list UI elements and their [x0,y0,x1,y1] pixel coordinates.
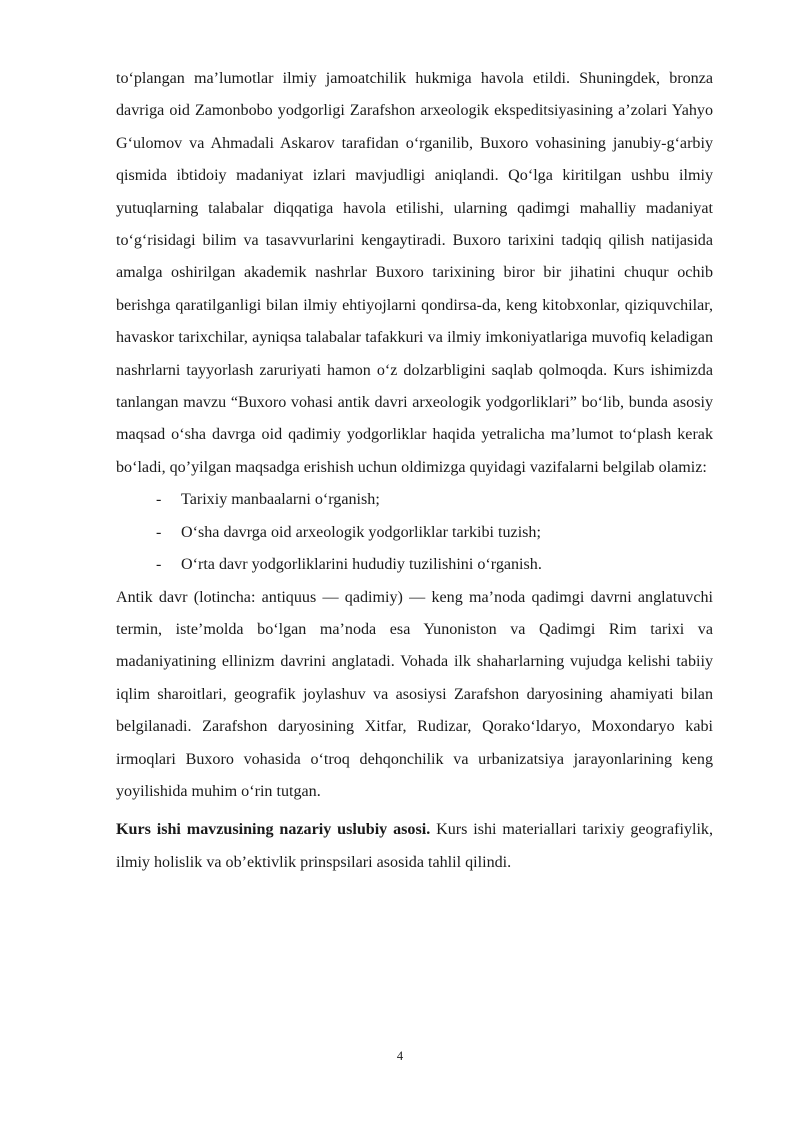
section-heading: Kurs ishi mavzusining nazariy uslubiy asosi. [116,821,431,839]
list-item-text: O‘sha davrga oid arxeologik yodgorliklar tarkibi tuzish; [181,523,541,541]
paragraph-3 [116,814,713,879]
task-list [116,484,713,581]
paragraph-3-body: Kurs ishi materiallari tarixiy geografiylik, ilmiy holislik va ob’ektivlik prinspsilari asosida tahlil qilindi. [116,821,714,871]
list-bullet: - [156,491,162,509]
list-bullet: - [156,523,162,541]
list-item-text: O‘rta davr yodgorliklarini hududiy tuzilishini o‘rganish. [181,556,542,574]
list-item [156,517,713,549]
list-item [156,484,713,516]
list-item [156,549,713,581]
body-text [116,63,713,879]
paragraph-2: Antik davr (lotincha: antiquus — qadimiy) — keng ma’noda qadimgi davrni anglatuvchi termin, iste’molda bo‘lgan ma’noda esa Yunoniston va Qadimgi Rim tarixi va madaniyatining ellinizm davrini anglatadi. Vohada ilk shaharlarning vujudga kelishi tabiiy iqlim sharoitlari, geografik joylashuv va asosiysi Zarafshon daryosining ahamiyati bilan belgilanadi. Zarafshon daryosining Xitfar, Rudizar, Qorako‘ldaryo, Moxondaryo kabi irmoqlari Buxoro vohasida o‘troq dehqonchilik va urbanizatsiya jarayonlarining keng yoyilishida muhim o‘rin tutgan. [116,588,713,800]
list-item-text: Tarixiy manbaalarni o‘rganish; [181,491,380,509]
paragraph-1: to‘plangan ma’lumotlar ilmiy jamoatchilik hukmiga havola etildi. Shuningdek, bronza davriga oid Zamonbobo yodgorligi Zarafshon arxeologik ekspeditsiyasining a’zolari Yahyo G‘ulomov va Ahmadali Askarov tarafidan o‘rganilib, Buxoro vohasining janubiy-g‘arbiy qismida ibtidoiy madaniyat izlari mavjudligi aniqlandi. Qo‘lga kiritilgan ushbu ilmiy yutuqlarning talabalar diqqatiga havola etilishi, ularning qadimgi mahalliy madaniyat to‘g‘risidagi bilim va tasavvurlarini kengaytiradi. Buxoro tarixini tadqiq qilish natijasida amalga oshirilgan akademik nashrlar Buxoro tarixining biror bir jihatini chuqur ochib berishga qaratilganligi bilan ilmiy ehtiyojlarni qondirsa-da, keng kitobxonlar, qiziquvchilar, havaskor tarixchilar, ayniqsa talabalar tafakkuri va ilmiy imkoniyatlariga muvofiq keladigan nashrlarni tayyorlash zaruriyati hamon o‘z dolzarbligini saqlab qolmoqda. Kurs ishimizda tanlangan mavzu “Buxoro vohasi antik davri arxeologik yodgorliklari” bo‘lib, bunda asosiy maqsad o‘sha davrga oid qadimiy yodgorliklar haqida yetralicha ma’lumot to‘plash kerak bo‘ladi, qo’yilgan maqsadga erishish uchun oldimizga quyidagi vazifalarni belgilab olamiz: [116,70,713,476]
list-bullet: - [156,556,162,574]
page-number: 4 [396,1049,404,1063]
